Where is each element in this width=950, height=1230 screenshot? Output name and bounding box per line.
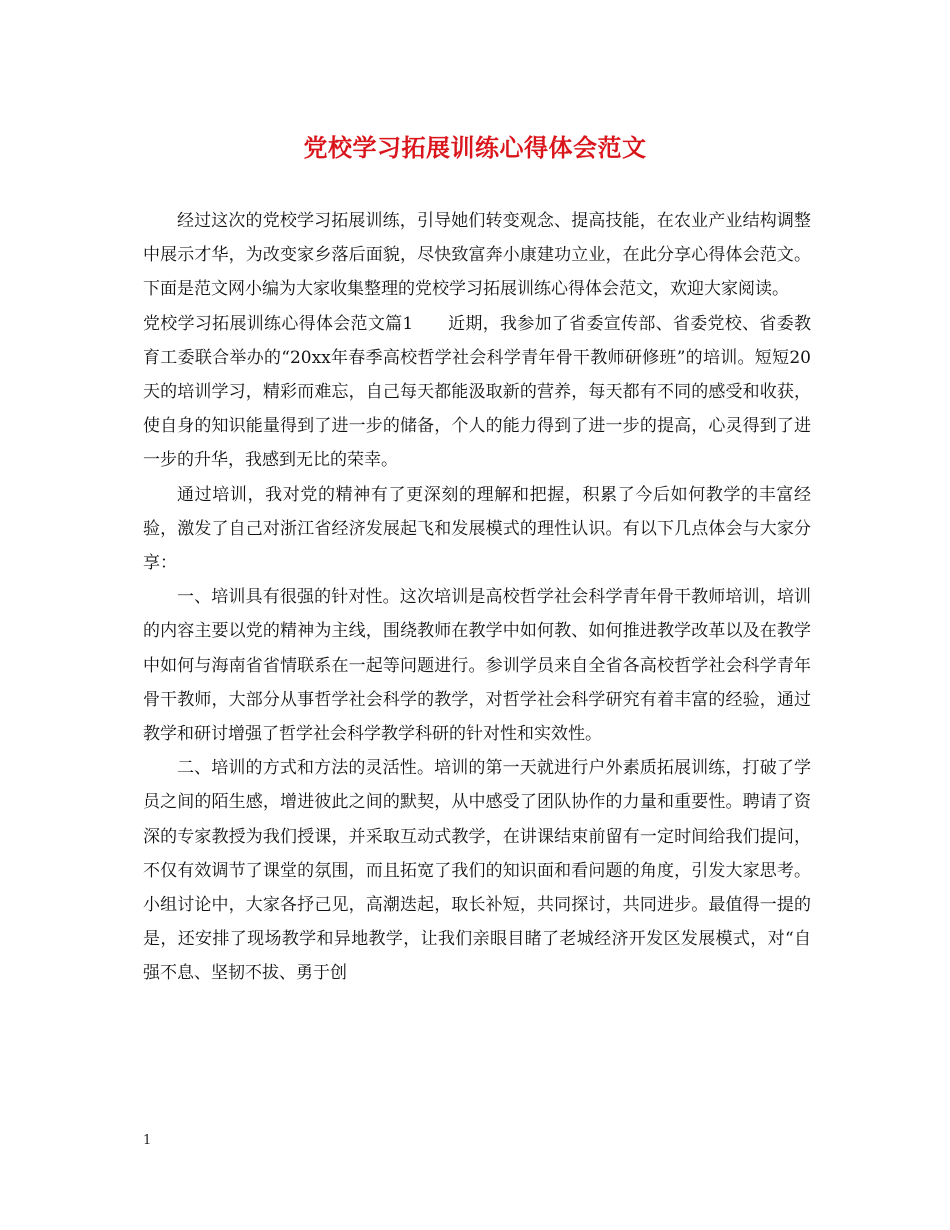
paragraph-intro: 经过这次的党校学习拓展训练，引导她们转变观念、提高技能，在农业产业结构调整中展示才华，为改变家乡落后面貌，尽快致富奔小康建功立业，在此分享心得体会范文。下面是范文网小编为大家收集整理的党校学习拓展训练心得体会范文，欢迎大家阅读。 <box>143 211 811 300</box>
paragraph-training-summary: 通过培训，我对党的精神有了更深刻的理解和把握，积累了今后如何教学的丰富经验，激发了自己对浙江省经济发展起飞和发展模式的理性认识。有以下几点体会与大家分享： <box>143 484 811 574</box>
document-title: 党校学习拓展训练心得体会范文 <box>303 133 647 162</box>
paragraph-article-1: 党校学习拓展训练心得体会范文篇1 近期，我参加了省委宣传部、省委党校、省委教育工委联合举办的“20xx年春季高校哲学社会科学青年骨干教师研修班”的培训。短短20天的培训学习，精彩而难忘，自己每天都能汲取新的营养，每天都有不同的感受和收获，使自身的知识能量得到了进一步的储备，个人的能力得到了进一步的提高，心灵得到了进一步的升华，我感到无比的荣幸。 <box>143 313 811 471</box>
page-number: 1 <box>143 1133 152 1148</box>
document-body <box>143 204 811 991</box>
paragraph-point-two: 二、培训的方式和方法的灵活性。培训的第一天就进行户外素质拓展训练，打破了学员之间的陌生感，增进彼此之间的默契，从中感受了团队协作的力量和重要性。聘请了资深的专家教授为我们授课，并采取互动式教学，在讲课结束前留有一定时间给我们提问，不仅有效调节了课堂的氛围，而且拓宽了我们的知识面和看问题的角度，引发大家思考。小组讨论中，大家各抒己见，高潮迭起，取长补短，共同探讨，共同进步。最值得一提的是，还安排了现场教学和异地教学，让我们亲眼目睹了老城经济开发区发展模式，对“自强不息、坚韧不拔、勇于创 <box>143 758 811 984</box>
paragraph-point-one: 一、培训具有很强的针对性。这次培训是高校哲学社会科学青年骨干教师培训，培训的内容主要以党的精神为主线，围绕教师在教学中如何教、如何推进教学改革以及在教学中如何与海南省省情联系在一起等问题进行。参训学员来自全省各高校哲学社会科学青年骨干教师，大部分从事哲学社会科学的教学，对哲学社会科学研究有着丰富的经验，通过教学和研讨增强了哲学社会科学教学科研的针对性和实效性。 <box>143 587 811 745</box>
